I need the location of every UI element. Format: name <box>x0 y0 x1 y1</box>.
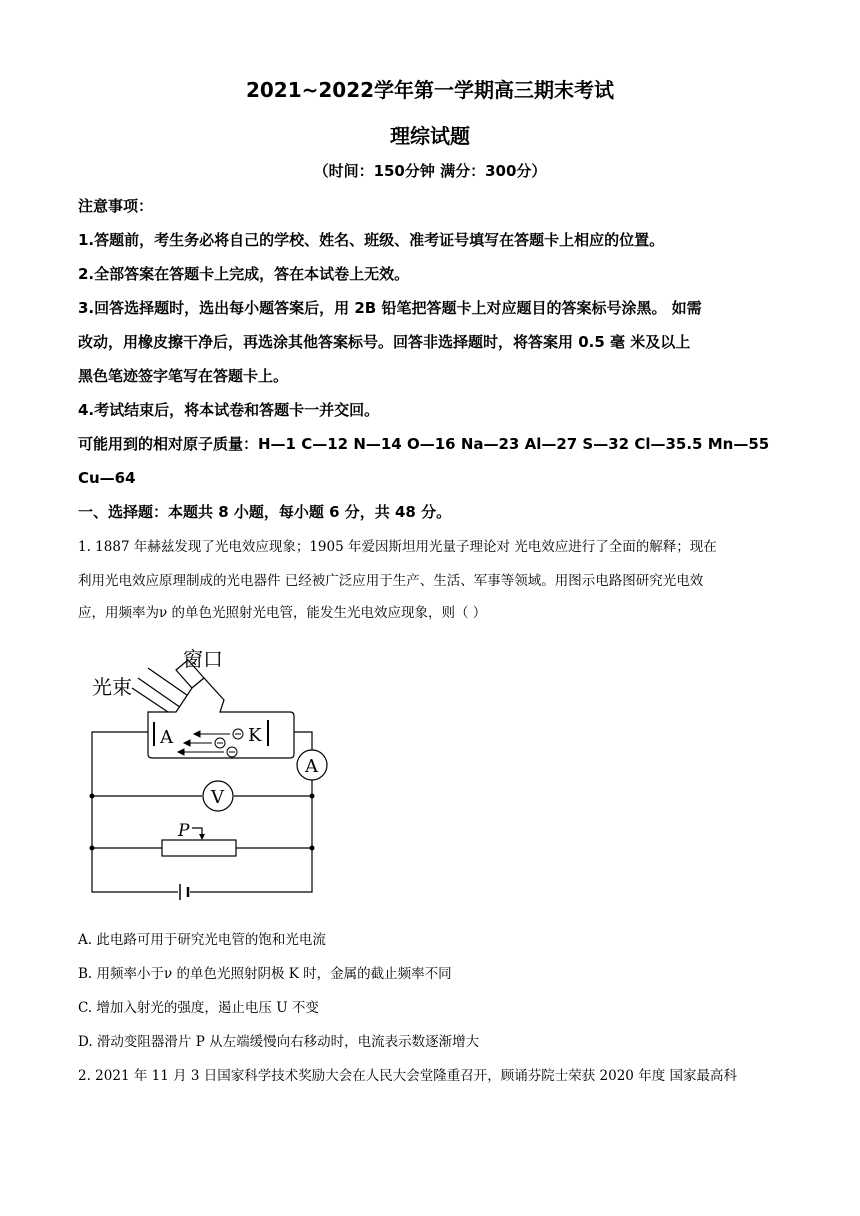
note-item: 4.考试结束后，将本试卷和答题卡一并交回。 <box>78 401 380 419</box>
ammeter-label: A <box>305 756 318 777</box>
anode-label: A <box>160 727 173 748</box>
rheostat <box>162 840 236 856</box>
question-1-text: 利用光电效应原理制成的光电器件 已经被广泛应用于生产、生活、军事等领域。用图示电路图研究光电效 <box>78 573 704 589</box>
section-heading: 一、选择题：本题共 8 小题，每小题 6 分，共 48 分。 <box>78 503 452 521</box>
window-label: 窗口 <box>183 647 223 671</box>
time-info: （时间：150分钟 满分：300分） <box>313 162 547 180</box>
option-b: B. 用频率小于ν 的单色光照射阴极 K 时，金属的截止频率不同 <box>78 966 452 982</box>
beam-label: 光束 <box>92 675 132 699</box>
battery <box>180 884 188 900</box>
note-item: 2.全部答案在答题卡上完成，答在本试卷上无效。 <box>78 265 410 283</box>
atomic-mass-line-cont: Cu—64 <box>78 469 136 487</box>
note-item: 黑色笔迹签字笔写在答题卡上。 <box>78 367 289 385</box>
question-2-text: 2. 2021 年 11 月 3 日国家科学技术奖励大会在人民大会堂隆重召开，顾诵芬院士荣获 2020 年度 国家最高科 <box>78 1068 737 1084</box>
option-a: A. 此电路可用于研究光电管的饱和光电流 <box>78 932 326 948</box>
note-item: 1.答题前，考生务必将自己的学校、姓名、班级、准考证号填写在答题卡上相应的位置。 <box>78 231 665 249</box>
note-item: 改动，用橡皮擦干净后，再选涂其他答案标号。回答非选择题时，将答案用 0.5 毫 米及以上 <box>78 333 691 351</box>
note-item: 3.回答选择题时，选出每小题答案后，用 2B 铅笔把答题卡上对应题目的答案标号涂黑。 如需 <box>78 299 702 317</box>
slider-label: P <box>178 821 190 841</box>
cathode-label: K <box>248 725 262 746</box>
option-c: C. 增加入射光的强度，遏止电压 U 不变 <box>78 1000 319 1016</box>
notes-heading: 注意事项： <box>78 197 154 215</box>
option-d: D. 滑动变阻器滑片 P 从左端缓慢向右移动时，电流表示数逐渐增大 <box>78 1034 480 1050</box>
subject-title: 理综试题 <box>390 124 470 148</box>
voltmeter-label: V <box>211 787 224 808</box>
question-1-text: 1. 1887 年赫兹发现了光电效应现象；1905 年爱因斯坦用光量子理论对 光电效应进行了全面的解释；现在 <box>78 539 717 555</box>
atomic-mass-line: 可能用到的相对原子质量：H—1 C—12 N—14 O—16 Na—23 Al—27 S—32 Cl—35.5 Mn—55 <box>78 435 770 453</box>
exam-title: 2021~2022学年第一学期高三期末考试 <box>245 78 615 102</box>
photoelectric-circuit-diagram <box>80 640 340 909</box>
question-1-text: 应，用频率为ν 的单色光照射光电管，能发生光电效应现象，则（ ） <box>78 605 487 621</box>
